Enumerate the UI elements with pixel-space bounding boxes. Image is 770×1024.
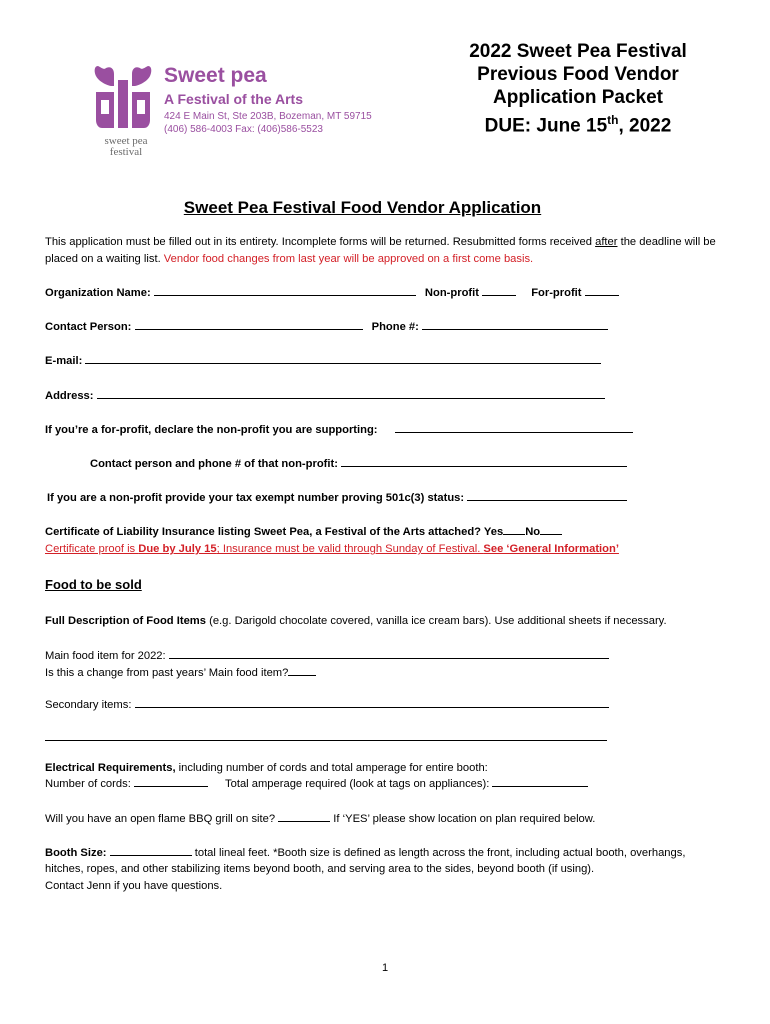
packet-due-date: DUE: June 15th, 2022 [484, 113, 672, 137]
cords-row [45, 776, 588, 792]
email-row [45, 353, 601, 369]
intro-line-2: placed on a waiting list. Vendor food changes from last year will be approved on a first come basis. [45, 253, 534, 265]
food-section-title: Food to be sold [45, 577, 142, 592]
change-label: Is this a change from past years’ Main food item? [45, 667, 289, 679]
secondary-extra-line[interactable] [45, 740, 607, 741]
contact-person-field[interactable] [135, 319, 363, 330]
insurance-row [45, 524, 562, 540]
main-item-row [45, 648, 609, 664]
phone-field[interactable] [422, 319, 608, 330]
packet-line-2: Previous Food Vendor [477, 64, 679, 85]
email-field[interactable] [85, 353, 601, 364]
bbq-label: Will you have an open flame BBQ grill on site? [45, 813, 276, 825]
np-contact-field[interactable] [341, 456, 627, 467]
brand-name: Sweet pea [164, 64, 267, 87]
forprofit-declare-row [45, 422, 633, 438]
address-line: 424 E Main St, Ste 203B, Bozeman, MT 59715 [164, 111, 372, 122]
full-description-row [45, 613, 667, 629]
cords-label: Number of cords: [45, 778, 131, 790]
nonprofit-field[interactable] [482, 285, 516, 296]
org-label: Organization Name: [45, 287, 151, 299]
booth-hint-line-2: hitches, ropes, and other stabilizing items beyond booth, and serving area to the sides, beyond booth (if using). [45, 863, 595, 875]
electrical-row [45, 760, 488, 776]
cords-field[interactable] [134, 776, 208, 787]
brand-tagline: A Festival of the Arts [164, 91, 303, 107]
brand-address [164, 110, 372, 136]
insurance-no-label: No [525, 526, 541, 538]
bbq-row [45, 811, 595, 827]
booth-label: Booth Size: [45, 847, 107, 859]
org-row [45, 285, 619, 301]
logo-caption: sweet pea festival [104, 135, 148, 158]
full-desc-hint: (e.g. Darigold chocolate covered, vanilla ice cream bars). Use additional sheets if necessary. [205, 615, 667, 627]
insurance-label: Certificate of Liability Insurance listing Sweet Pea, a Festival of the Arts attached? Yes [45, 526, 504, 538]
electrical-hint: including number of cords and total amperage for entire booth: [175, 762, 488, 774]
booth-size-field[interactable] [110, 845, 192, 856]
secondary-label: Secondary items: [45, 699, 132, 711]
forprofit-label: For-profit [531, 287, 582, 299]
main-item-label: Main food item for 2022: [45, 650, 166, 662]
bbq-field[interactable] [278, 811, 330, 822]
sweet-pea-logo-icon [92, 62, 154, 132]
secondary-field[interactable] [135, 697, 609, 708]
insurance-no-field[interactable] [540, 524, 562, 535]
org-name-field[interactable] [154, 285, 416, 296]
address-row [45, 388, 605, 404]
booth-hint: total lineal feet. *Booth size is defined as length across the front, including actual booth, overhangs, [191, 847, 686, 859]
change-row [45, 665, 316, 681]
amperage-field[interactable] [492, 776, 588, 787]
forprofit-declare-label: If you’re a for-profit, declare the non-profit you are supporting: [45, 424, 378, 436]
address-field[interactable] [97, 388, 605, 399]
contact-row [45, 319, 608, 335]
page-number: 1 [381, 962, 389, 974]
tax-exempt-row [47, 490, 627, 506]
phone-label: Phone #: [371, 321, 419, 333]
nonprofit-label: Non-profit [424, 287, 479, 299]
np-contact-label: Contact person and phone # of that non-profit: [90, 458, 338, 470]
certificate-note: Certificate proof is Due by July 15; Insurance must be valid through Sunday of Festival. See ‘General Information’ [45, 543, 619, 555]
packet-line-1: 2022 Sweet Pea Festival [469, 41, 687, 62]
address-label: Address: [45, 390, 94, 402]
insurance-yes-field[interactable] [503, 524, 525, 535]
full-desc-label: Full Description of Food Items [45, 615, 206, 627]
form-title: Sweet Pea Festival Food Vendor Application [183, 198, 542, 217]
secondary-row [45, 697, 609, 713]
intro-line-1: This application must be filled out in its entirety. Incomplete forms will be returned. Resubmitted forms received after the deadline will be [45, 236, 716, 248]
forprofit-field[interactable] [585, 285, 619, 296]
packet-heading [448, 40, 708, 137]
forprofit-declare-field[interactable] [395, 422, 633, 433]
bbq-hint: If ‘YES’ please show location on plan required below. [330, 813, 596, 825]
tax-exempt-label: If you are a non-profit provide your tax exempt number proving 501c(3) status: [47, 492, 465, 504]
contact-label: Contact Person: [45, 321, 132, 333]
change-field[interactable] [288, 665, 316, 676]
electrical-label: Electrical Requirements, [45, 762, 176, 774]
booth-hint-line-3: Contact Jenn if you have questions. [45, 880, 223, 892]
np-contact-row [90, 456, 627, 472]
phone-fax-line: (406) 586-4003 Fax: (406)586-5523 [164, 124, 323, 135]
amperage-label: Total amperage required (look at tags on appliances): [225, 778, 490, 790]
packet-line-3: Application Packet [493, 87, 663, 108]
main-item-field[interactable] [169, 648, 609, 659]
tax-exempt-field[interactable] [467, 490, 627, 501]
email-label: E-mail: [45, 355, 83, 367]
booth-row [45, 845, 685, 861]
